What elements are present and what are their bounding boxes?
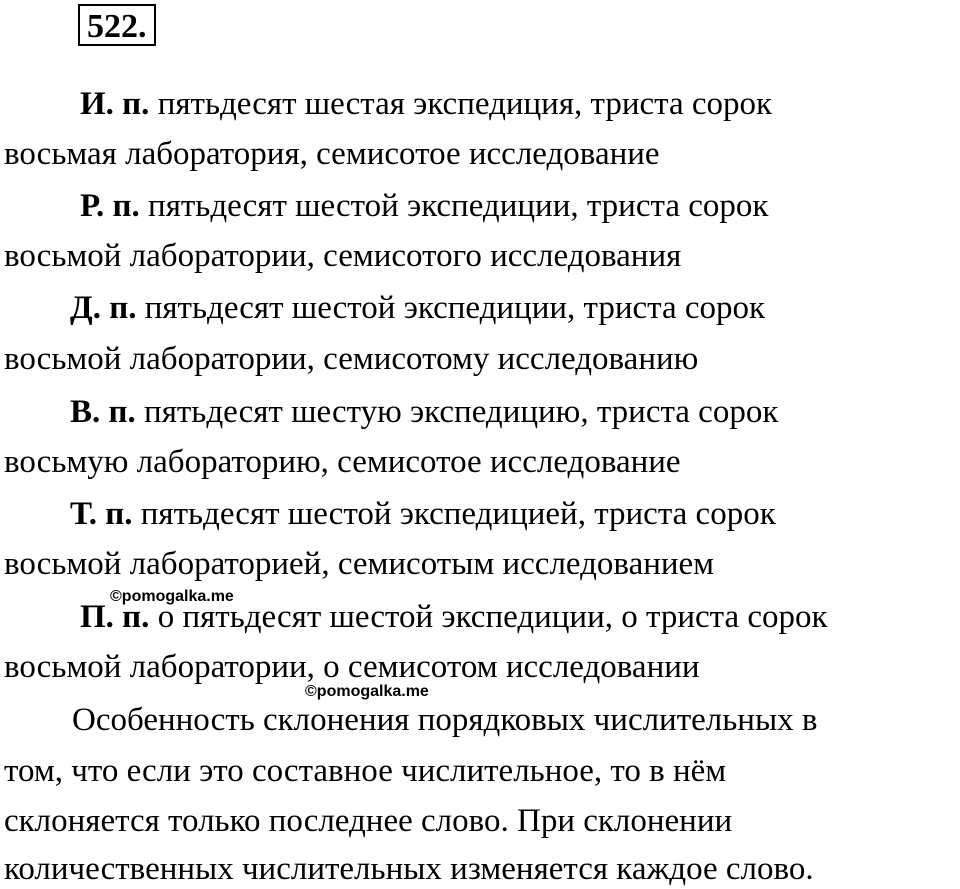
case-line-prepositional [80, 598, 828, 636]
case-label-nominative: И. п. [80, 86, 150, 122]
conclusion-line: количественных числительных изменяется каждое слово. [4, 851, 814, 887]
case-line-dative [70, 289, 765, 327]
case-text-genitive-2: восьмой лаборатории, семисотого исследования [4, 238, 682, 274]
case-line-nominative [80, 85, 772, 123]
case-text-instrumental-1: пятьдесят шестой экспедицией, триста сорок [132, 496, 776, 532]
conclusion-line: Особенность склонения порядковых числительных в [72, 702, 818, 738]
case-label-dative: Д. п. [70, 290, 137, 326]
case-line-accusative [70, 393, 778, 431]
exercise-number: 522. [78, 4, 156, 46]
case-label-instrumental: Т. п. [70, 496, 133, 532]
case-text-genitive-1: пятьдесят шестой экспедиции, триста сорок [139, 188, 769, 224]
conclusion-line: том, что если это составное числительное, то в нём [4, 753, 727, 789]
case-label-accusative: В. п. [70, 394, 136, 430]
case-text-accusative-1: пятьдесят шестую экспедицию, триста сорок [135, 394, 779, 430]
case-text-dative-1: пятьдесят шестой экспедиции, триста сорок [136, 290, 766, 326]
case-text-prepositional-1: о пятьдесят шестой экспедиции, о триста сорок [149, 599, 828, 635]
case-text-dative-2: восьмой лаборатории, семисотому исследованию [4, 341, 699, 377]
case-line-genitive [80, 187, 768, 225]
case-text-instrumental-2: восьмой лабораторией, семисотым исследованием [4, 546, 715, 582]
case-label-prepositional: П. п. [80, 599, 150, 635]
case-text-nominative-2: восьмая лаборатория, семисотое исследование [4, 136, 660, 172]
watermark: ©pomogalka.me [110, 588, 234, 605]
case-text-nominative-1: пятьдесят шестая экспедиция, триста сорок [149, 86, 773, 122]
case-text-prepositional-2: восьмой лаборатории, о семисотом исследовании [4, 649, 700, 685]
case-line-instrumental [70, 495, 776, 533]
case-text-accusative-2: восьмую лабораторию, семисотое исследование [4, 444, 681, 480]
watermark: ©pomogalka.me [305, 683, 429, 700]
case-label-genitive: Р. п. [80, 188, 140, 224]
conclusion-line: склоняется только последнее слово. При склонении [4, 803, 733, 839]
